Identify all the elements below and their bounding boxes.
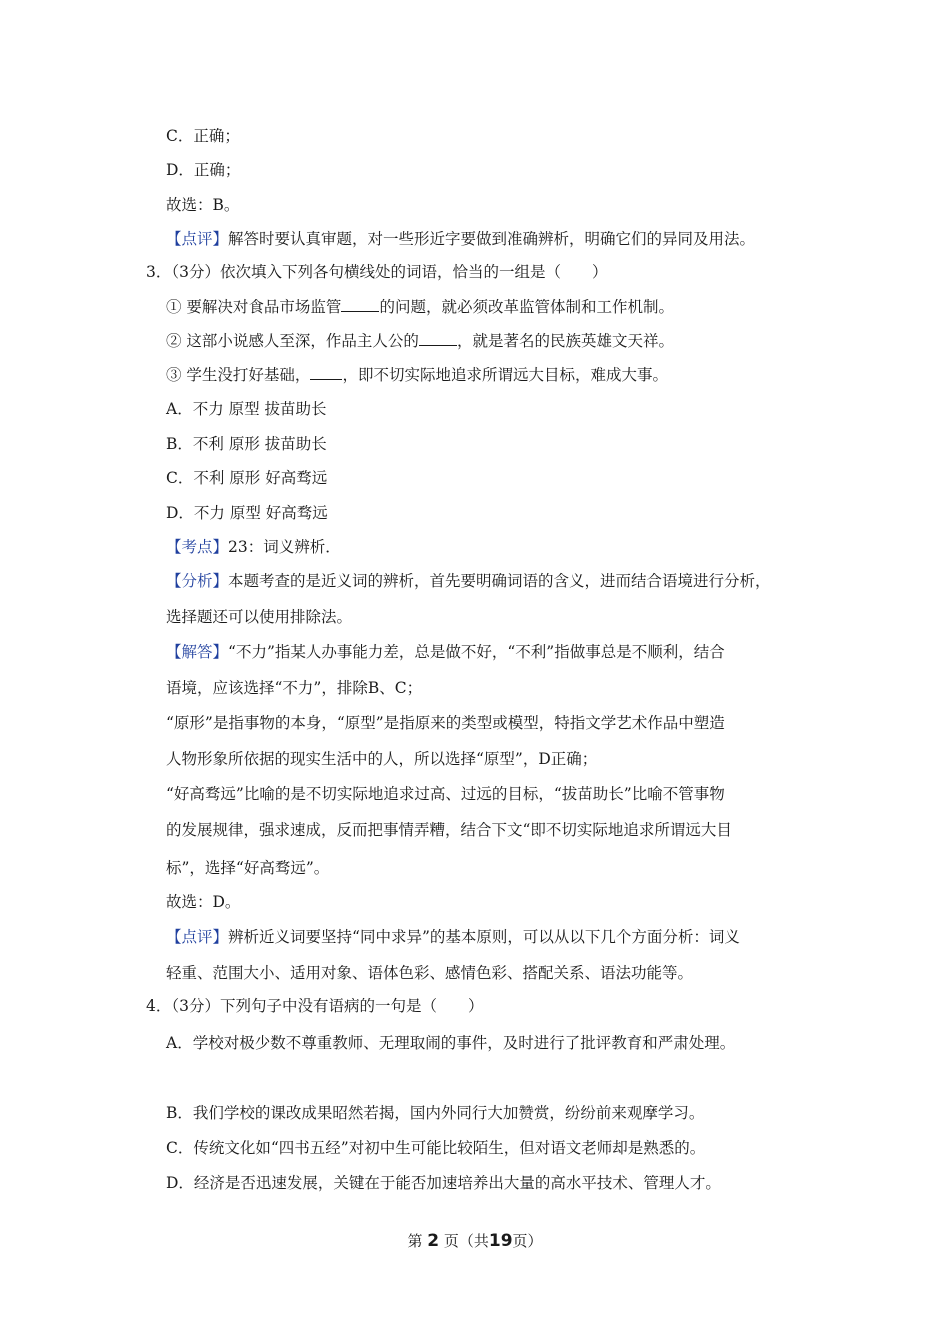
option-d-answer: D．正确； xyxy=(166,161,241,179)
analysis-line-1: 【分析】本题考查的是近义词的辨析，首先要明确词语的含义，进而结合语境进行分析， xyxy=(166,572,771,590)
knowledge-tag: 【考点】 xyxy=(166,538,229,556)
solution-line-4: 人物形象所依据的现实生活中的人，所以选择“原型”，D正确； xyxy=(166,750,598,768)
q3-option-b: B．不利 原形 拔苗助长 xyxy=(166,435,327,453)
q3-option-d: D．不力 原型 好高骛远 xyxy=(166,504,328,522)
solution-line-7: 标”，选择“好高骛远”。 xyxy=(166,859,330,877)
solution-line-3: “原形”是指事物的本身，“原型”是指原来的类型或模型，特指文学艺术作品中塑造 xyxy=(166,714,725,732)
comment-text: 解答时要认真审题，对一些形近字要做到准确辨析，明确它们的异同及用法。 xyxy=(228,230,756,248)
sentence-3: ③ 学生没打好基础， ，即不切实际地追求所谓远大目标，难成大事。 xyxy=(166,366,668,384)
q4-option-d: D．经济是否迅速发展，关键在于能否加速培养出大量的高水平技术、管理人才。 xyxy=(166,1174,721,1192)
solution-line-1: 【解答】“不力”指某人办事能力差，总是做不好，“不利”指做事总是不顺利，结合 xyxy=(166,643,725,661)
fill-blank xyxy=(419,331,457,346)
analysis-tag: 【分析】 xyxy=(166,572,229,590)
knowledge-point: 【考点】23：词义辨析． xyxy=(166,538,341,556)
q4-option-a: A．学校对极少数不尊重教师、无理取闹的事件，及时进行了批评教育和严肃处理。 xyxy=(166,1034,736,1052)
page-number: 2 xyxy=(427,1231,440,1251)
solution-tag: 【解答】 xyxy=(166,643,229,661)
page-footer: 第 2 页（共19页） xyxy=(407,1231,543,1251)
q4-option-c: C．传统文化如“四书五经”对初中生可能比较陌生，但对语文老师却是熟悉的。 xyxy=(166,1139,706,1157)
q3-option-a: A．不力 原型 拔苗助长 xyxy=(166,400,327,418)
fill-blank xyxy=(341,297,379,312)
q3-option-c: C．不利 原形 好高骛远 xyxy=(166,469,328,487)
comment-tag: 【点评】 xyxy=(166,230,229,248)
answer-choice: 故选：D。 xyxy=(166,893,241,911)
solution-line-5: “好高骛远”比喻的是不切实际地追求过高、过远的目标，“拔苗助长”比喻不管事物 xyxy=(166,785,725,803)
solution-line-6: 的发展规律，强求速成，反而把事情弄糟，结合下文“即不切实际地追求所谓远大目 xyxy=(166,821,732,839)
comment-line xyxy=(166,229,755,249)
sentence-2: ② 这部小说感人至深，作品主人公的 ，就是著名的民族英雄文天祥。 xyxy=(166,332,674,350)
analysis-line-2: 选择题还可以使用排除法。 xyxy=(166,608,353,626)
solution-line-2: 语境，应该选择“不力”，排除B、C； xyxy=(166,679,423,697)
comment-tag: 【点评】 xyxy=(166,928,229,946)
fill-blank xyxy=(310,365,342,380)
option-c-answer: C．正确； xyxy=(166,127,240,145)
q4-option-b: B．我们学校的课改成果昭然若揭，国内外同行大加赞赏，纷纷前来观摩学习。 xyxy=(166,1104,705,1122)
answer-choice: 故选：B。 xyxy=(166,196,240,214)
question-4-stem: 4．（3分）下列句子中没有语病的一句是（ ） xyxy=(146,997,484,1015)
comment-line-2: 轻重、范围大小、适用对象、语体色彩、感情色彩、搭配关系、语法功能等。 xyxy=(166,964,694,982)
question-3-stem: 3．（3分）依次填入下列各句横线处的词语，恰当的一组是（ ） xyxy=(146,263,608,281)
sentence-1: ① 要解决对食品市场监管 的问题，就必须改革监管体制和工作机制。 xyxy=(166,298,674,316)
total-pages: 19 xyxy=(488,1231,513,1251)
comment-line-1: 【点评】辨析近义词要坚持“同中求异”的基本原则，可以从以下几个方面分析：词义 xyxy=(166,928,740,946)
